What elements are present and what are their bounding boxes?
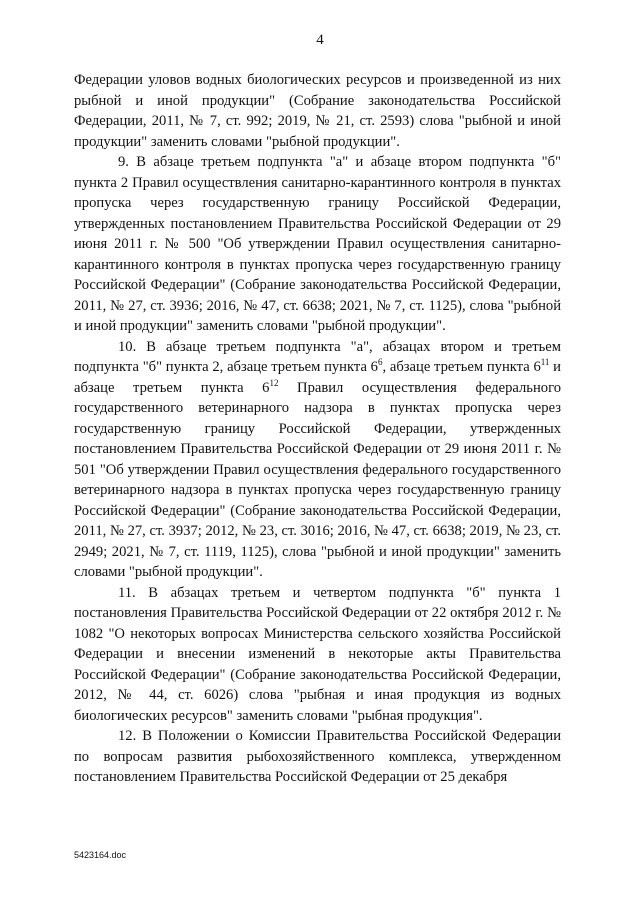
page-number: 4: [316, 32, 324, 48]
document-body: [74, 70, 561, 788]
document-file-code: 5423164.doc: [74, 850, 127, 860]
paragraph-item-10: [74, 337, 561, 583]
paragraph-item-9: 9. В абзаце третьем подпункта "а" и абзаце втором подпункта "б" пункта 2 Правил осуществления санитарно-карантинного контроля в пунктах пропуска через государственную границу Российской Федерации, утвержденных постановлением Правительства Российской Федерации от 29 июня 2011 г. № 500 "Об утверждении Правил осуществления санитарно-карантинного контроля в пунктах пропуска через государственную границу Российской Федерации" (Собрание законодательства Российской Федерации, 2011, № 27, ст. 3936; 2016, № 47, ст. 6638; 2021, № 7, ст. 1125), слова "рыбной и иной продукции" заменить словами "рыбной продукции".: [74, 154, 561, 334]
paragraph-item-10-part-3: и абзаце третьем пункта 6: [74, 359, 561, 396]
superscript-11: 11: [540, 357, 550, 367]
paragraph-item-10-part-4: Правил осуществления федерального государственного ветеринарного надзора в пунктах пропуска через государственную границу Российской Федерации, утвержденных постановлением Правительства Российской Федерации от 29 июня 2011 г. № 501 "Об утверждении Правил осуществления федерального государственного ветеринарного надзора в пунктах пропуска через государственную границу Российской Федерации" (Собрание законодательства Российской Федерации, 2011, № 27, ст. 3937; 2012, № 23, ст. 3016; 2016, № 47, ст. 6638; 2019, № 23, ст. 2949; 2021, № 7, ст. 1119, 1125), слова "рыбной и иной продукции" заменить словами "рыбной продукции".: [74, 379, 561, 580]
paragraph-item-12: 12. В Положении о Комиссии Правительства Российской Федерации по вопросам развития рыбохозяйственного комплекса, утвержденном постановлением Правительства Российской Федерации от 25 декабря: [74, 728, 561, 785]
paragraph-item-10-part-2: , абзаце третьем пункта 6: [382, 359, 541, 375]
paragraph-continuation: Федерации уловов водных биологических ресурсов и произведенной из них рыбной и иной продукции" (Собрание законодательства Российской Федерации, 2011, № 7, ст. 992; 2019, № 21, ст. 2593) слова "рыбной и иной продукции" заменить словами "рыбной продукции".: [74, 72, 561, 150]
superscript-12: 12: [269, 377, 279, 388]
superscript-6: 6: [377, 357, 383, 367]
paragraph-item-10-part-1: 10. В абзаце третьем подпункта "а", абзацах втором и третьем подпункта "б" пункта 2, абзаце третьем пункта 6: [74, 338, 561, 375]
paragraph-item-11: 11. В абзацах третьем и четвертом подпункта "б" пункта 1 постановления Правительства Российской Федерации от 22 октября 2012 г. № 1082 "О некоторых вопросах Министерства сельского хозяйства Российской Федерации и внесении изменений в некоторые акты Правительства Российской Федерации" (Собрание законодательства Российской Федерации, 2012, № 44, ст. 6026) слова "рыбная и иная продукция из водных биологических ресурсов" заменить словами "рыбная продукция".: [74, 584, 561, 724]
